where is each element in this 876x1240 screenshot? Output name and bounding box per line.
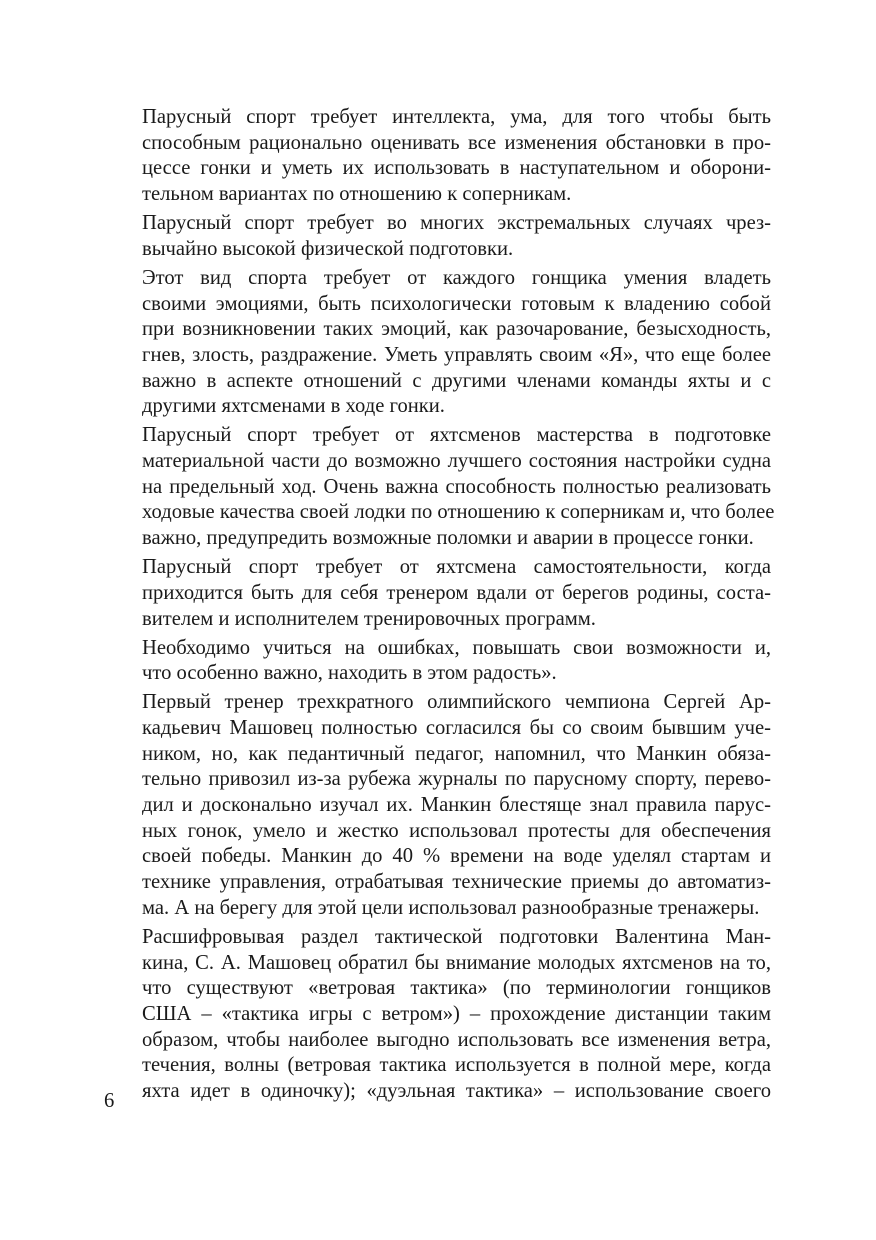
text-line: вычайно высокой физической подготовки. <box>142 237 514 260</box>
text-line: при возникновении таких эмоций, как разочарование, безысходность, <box>142 318 771 341</box>
text-line: Парусный спорт требует интеллекта, ума, для того чтобы быть <box>142 106 771 128</box>
text-line: ником, но, как педантичный педагог, напомнил, что Манкин обяза- <box>142 742 771 765</box>
text-line: вителем и исполнителем тренировочных программ. <box>142 607 596 630</box>
text-line: Парусный спорт требует от яхтсмена самостоятельности, когда <box>142 556 771 579</box>
paragraph <box>104 636 771 687</box>
text-line: технике управления, отрабатывая технические приемы до автоматиз- <box>142 871 771 894</box>
text-line: приходится быть для себя тренером вдали от берегов родины, соста- <box>142 581 771 604</box>
paragraph <box>104 211 771 262</box>
text-line: ма. А на берегу для этой цели использовал разнообразные тренажеры. <box>142 896 760 919</box>
text-line: Этот вид спорта требует от каждого гонщика умения владеть <box>142 266 771 289</box>
text-line: Расшифровывая раздел тактической подготовки Валентина Ман- <box>142 925 771 948</box>
text-line: что существуют «ветровая тактика» (по терминологии гонщиков <box>142 977 771 1000</box>
text-line: ных гонок, умело и жестко использовал протесты для обеспечения <box>142 819 771 842</box>
text-line: образом, чтобы наиболее выгодно использовать все изменения ветра, <box>142 1028 771 1051</box>
paragraph <box>104 925 771 1105</box>
text-line: материальной части до возможно лучшего состояния настройки судна <box>142 450 771 473</box>
text-line: яхта идет в одиночку); «дуэльная тактика» – использование своего <box>142 1080 771 1103</box>
text-line: важно, предупредить возможные поломки и аварии в процессе гонки. <box>142 527 754 550</box>
text-line: Первый тренер трехкратного олимпийского чемпиона Сергей Ар- <box>142 691 771 714</box>
text-line: своей победы. Манкин до 40 % времени на воде уделял стартам и <box>142 845 771 868</box>
paragraph <box>104 690 771 921</box>
text-line: кина, С. А. Машовец обратил бы внимание молодых яхтсменов на то, <box>142 951 771 974</box>
text-line: другими яхтсменами в ходе гонки. <box>142 395 445 418</box>
document-page <box>104 105 775 1108</box>
text-line: Необходимо учиться на ошибках, повышать свои возможности и, <box>142 636 771 659</box>
text-line: тельном вариантах по отношению к соперникам. <box>142 183 572 206</box>
text-line: цессе гонки и уметь их использовать в наступательном и оборони- <box>142 157 771 180</box>
text-line: своими эмоциями, быть психологически готовым к владению собой <box>142 292 771 315</box>
paragraph <box>104 423 775 552</box>
text-line: кадьевич Машовец полностью согласился бы со своим бывшим уче- <box>142 716 771 739</box>
text-line: ходовые качества своей лодки по отношению к соперникам и, что более <box>142 501 775 524</box>
text-line: важно в аспекте отношений с другими членами команды яхты и с <box>142 369 771 392</box>
text-line: США – «тактика игры с ветром») – прохождение дистанции таким <box>142 1002 771 1025</box>
text-line: Парусный спорт требует от яхтсменов мастерства в подготовке <box>142 424 771 447</box>
text-line: тельно привозил из-за рубежа журналы по парусному спорту, перево- <box>142 768 771 791</box>
text-line: на предельный ход. Очень важна способность полностью реализовать <box>142 475 771 498</box>
text-line: Парусный спорт требует во многих экстремальных случаях чрез- <box>142 212 771 235</box>
text-line: что особенно важно, находить в этом радость». <box>142 662 557 685</box>
page-number: 6 <box>104 1090 115 1112</box>
text-line: течения, волны (ветровая тактика используется в полной мере, когда <box>142 1054 771 1077</box>
paragraph <box>104 555 771 632</box>
text-line: гнев, злость, раздражение. Уметь управлять своим «Я», что еще более <box>142 343 771 366</box>
text-line: дил и досконально изучал их. Манкин блестяще знал правила парус- <box>142 794 771 817</box>
paragraph <box>104 105 771 208</box>
text-line: способным рационально оценивать все изменения обстановки в про- <box>142 131 771 154</box>
paragraph <box>104 266 771 420</box>
